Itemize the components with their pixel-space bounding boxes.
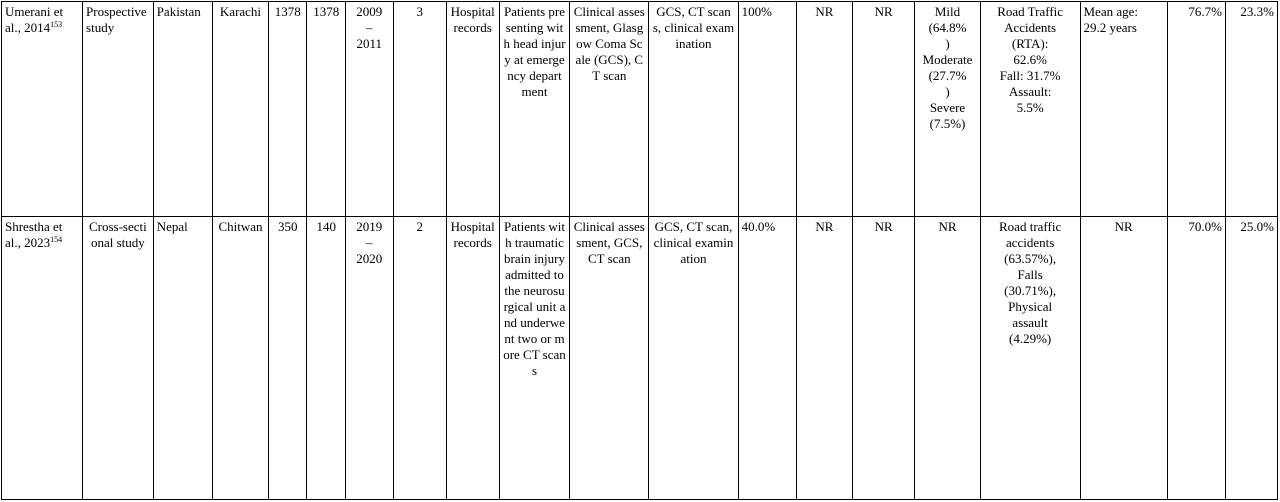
severity-line: Moderate — [922, 52, 973, 67]
table-row — [2, 217, 1278, 500]
population-cell: Patients presenting with head injury at emergency department — [499, 2, 570, 217]
design-cell: Cross-sectional study — [83, 217, 154, 500]
period-end: 2011 — [356, 36, 383, 51]
mechanism-line: (4.29%) — [1009, 331, 1052, 346]
nr-cell: NR — [796, 2, 852, 217]
reference-number: 153 — [50, 20, 63, 29]
diagnosis-cell: Clinical assessment, GCS, CT scan — [570, 217, 649, 500]
severity-line: NR — [938, 219, 957, 234]
severity-line: (64.8% — [928, 20, 967, 35]
data-source-cell: Hospital records — [446, 217, 499, 500]
severity-cell — [915, 2, 980, 217]
author-cell — [2, 217, 83, 500]
period-start: 2019 — [356, 219, 383, 234]
author-cell — [2, 2, 83, 217]
mechanism-line: (30.71%), — [1004, 283, 1057, 298]
reference-number: 154 — [50, 235, 63, 244]
female-percentage-cell: 25.0% — [1225, 217, 1277, 500]
city-cell: Chitwan — [212, 217, 268, 500]
sample-total-cell: 350 — [269, 217, 307, 500]
nr-cell: NR — [796, 217, 852, 500]
age-cell: Mean age: 29.2 years — [1080, 2, 1167, 217]
mechanism-line: Road Traffic — [997, 4, 1064, 19]
period-dash: – — [366, 235, 373, 250]
mechanism-cell — [980, 217, 1080, 500]
sample-analyzed-cell: 1378 — [307, 2, 345, 217]
design-cell: Prospective study — [83, 2, 154, 217]
percentage-cell: 40.0% — [738, 217, 796, 500]
severity-line: Mild — [934, 4, 961, 19]
mechanism-cell — [980, 2, 1080, 217]
table-row — [2, 2, 1278, 217]
severity-cell — [915, 217, 980, 500]
period-start: 2009 — [356, 4, 383, 19]
mechanism-line: (63.57%), — [1004, 251, 1057, 266]
study-table — [1, 1, 1278, 500]
percentage-cell: 100% — [738, 2, 796, 217]
sample-analyzed-cell: 140 — [307, 217, 345, 500]
diagnosis-cell: Clinical assessment, Glasgow Coma Scale (GCS), CT scan — [570, 2, 649, 217]
age-cell: NR — [1080, 217, 1167, 500]
score-cell: 2 — [393, 217, 446, 500]
severity-line: Severe — [929, 100, 966, 115]
female-percentage-cell: 23.3% — [1225, 2, 1277, 217]
author-text: Umerani et al., 2014 — [5, 4, 64, 35]
mechanism-line: Physical — [1008, 299, 1053, 314]
assessment-cell: GCS, CT scan, clinical examination — [649, 217, 738, 500]
mechanism-line: 62.6% — [1013, 52, 1047, 67]
score-cell: 3 — [393, 2, 446, 217]
period-cell — [345, 217, 393, 500]
country-cell: Nepal — [153, 217, 212, 500]
city-cell: Karachi — [212, 2, 268, 217]
nr-cell: NR — [852, 217, 914, 500]
male-percentage-cell: 76.7% — [1167, 2, 1225, 217]
sample-total-cell: 1378 — [269, 2, 307, 217]
mechanism-line: Road traffic — [999, 219, 1062, 234]
data-source-cell: Hospital records — [446, 2, 499, 217]
severity-line: (27.7% — [928, 68, 967, 83]
mechanism-line: (RTA): — [1011, 36, 1049, 51]
period-dash: – — [366, 20, 373, 35]
country-cell: Pakistan — [153, 2, 212, 217]
author-text: Shrestha et al., 2023 — [5, 219, 63, 250]
mechanism-line: Accidents — [1004, 20, 1057, 35]
severity-line: ) — [945, 84, 950, 99]
mechanism-line: accidents — [1005, 235, 1055, 250]
male-percentage-cell: 70.0% — [1167, 217, 1225, 500]
severity-line: (7.5%) — [929, 116, 966, 131]
nr-cell: NR — [852, 2, 914, 217]
mechanism-line: assault — [1012, 315, 1048, 330]
mechanism-line: Fall: 31.7% — [999, 68, 1061, 83]
mechanism-line: Falls — [1017, 267, 1043, 282]
period-cell — [345, 2, 393, 217]
mechanism-line: 5.5% — [1016, 100, 1044, 115]
severity-line: ) — [945, 36, 950, 51]
population-cell: Patients with traumatic brain injury admitted to the neurosurgical unit and underwent two or more CT scans — [499, 217, 570, 500]
assessment-cell: GCS, CT scans, clinical examination — [649, 2, 738, 217]
mechanism-line: Assault: — [1008, 84, 1052, 99]
period-end: 2020 — [356, 251, 383, 266]
